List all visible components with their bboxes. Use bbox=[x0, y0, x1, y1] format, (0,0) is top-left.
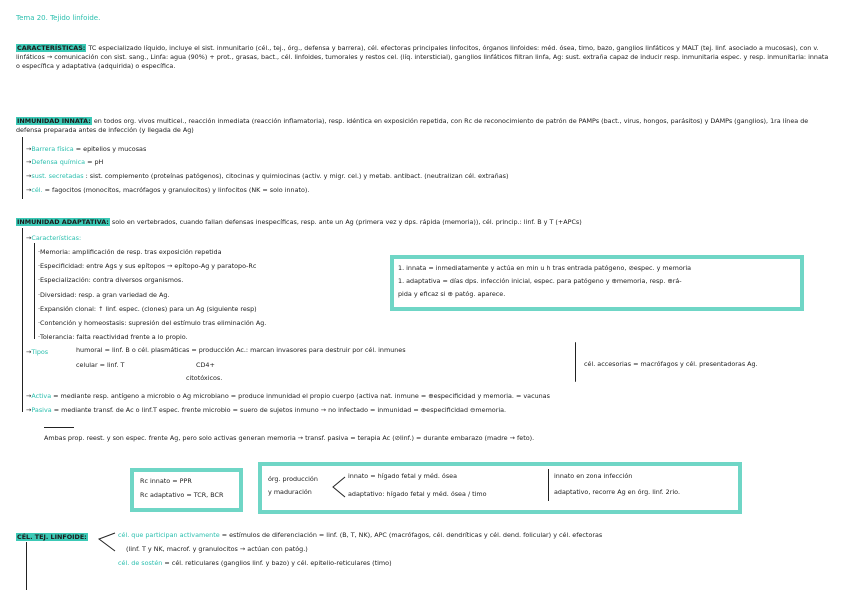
celtej-line3: cél. de sostén = cél. reticulares (ganglios linf. y bazo) y cél. epitelio-reticulares (timo) bbox=[118, 559, 392, 567]
caract-item: · Memoria: amplificación de resp. tras exposición repetida bbox=[38, 248, 222, 257]
org-right-1: innato en zona infección bbox=[554, 472, 633, 480]
org-left-1: órg. producción bbox=[268, 475, 318, 483]
box-line: pida y eficaz si ⊕ patóg. aparece. bbox=[398, 290, 506, 298]
org-innate: innato = hígado fetal y méd. ósea bbox=[348, 472, 458, 480]
org-brace bbox=[548, 469, 549, 501]
caracteristicas-label: CARACTERÍSTICAS: bbox=[17, 44, 86, 52]
caracteristicas-sublabel: → Características: bbox=[26, 234, 81, 243]
adaptativa-text: solo en vertebrados, cuando fallan defensas inespecíficas, resp. ante un Ag (primera vez y dps. rápida (memoria)), cél. princip.: linf. B y T (+APCs) bbox=[111, 218, 582, 226]
celtej-line2: (linf. T y NK, macrof. y granulocitos → actúan con patóg.) bbox=[126, 545, 308, 553]
caract-item: · Diversidad: resp. a gran variedad de Ag. bbox=[38, 291, 169, 300]
celtej-line1: cél. que participan activamente = estímulos de diferenciación = linf. (B, T, NK), APC (macrófagos, cél. dendríticas y cél. dend. folicular) y cél. efectoras bbox=[118, 531, 603, 539]
adaptativa-label: INMUNIDAD ADAPTATIVA: bbox=[17, 218, 109, 226]
innata-item: → Defensa química = pH bbox=[26, 158, 103, 167]
celtej-fork-icon bbox=[98, 531, 116, 553]
caract-item: · Expansión clonal: ↑ linf. espec. (clones) para un Ag (siguiente resp) bbox=[38, 305, 257, 314]
adaptativa-paragraph bbox=[16, 218, 832, 227]
innata-label: INMUNIDAD INNATA: bbox=[17, 117, 91, 125]
org-adapt: adaptativo: hígado fetal y méd. ósea / timo bbox=[348, 490, 487, 498]
celtej-label: CÉL. TEJ. LINFOIDE: bbox=[17, 533, 87, 541]
org-fork-icon bbox=[332, 476, 346, 498]
celtej-line bbox=[26, 542, 27, 590]
org-right-2: adaptativo, recorre Ag en órg. linf. 2rio. bbox=[554, 488, 680, 496]
caracteristicas-paragraph bbox=[16, 44, 832, 71]
ambas-rule bbox=[44, 427, 74, 428]
innata-item: → sust. secretadas : sist. complemento (proteínas patógenos), citocinas y quimiocinas (activ. y migr. cel.) y metab. antibact. (neutralizan cél. extrañas) bbox=[26, 172, 508, 181]
box-receptores bbox=[130, 468, 243, 512]
cd4-label: CD4+ bbox=[196, 361, 215, 369]
ambas-note: Ambas prop. reest. y son espec. frente Ag, pero solo activas generan memoria → transf. pasiva = terapia Ac (⊘linf.) = durante embarazo (madre → feto). bbox=[44, 434, 535, 442]
box-innata-adaptativa bbox=[390, 255, 804, 311]
pasiva-line: → Pasiva = mediante transf. de Ac o linf.T espec. frente microbio = suero de sujetos inmuno → no infectado = inmunidad = ⊕especificidad ⊖memoria. bbox=[26, 406, 506, 415]
tipos-label: → Tipos bbox=[26, 348, 48, 357]
adaptativa-list-line bbox=[22, 228, 23, 412]
innata-item: → Barrera física = epitelios y mucosas bbox=[26, 145, 146, 154]
caract-item: · Contención y homeostasis: supresión del estímulo tras eliminación Ag. bbox=[38, 319, 266, 328]
box-organos bbox=[258, 462, 742, 514]
innata-text: en todos org. vivos multicel., reacción inmediata (reacción inflamatoria), resp. idéntica en exposición repetida, con Rc de reconocimiento de patrón de PAMPs (bact., virus, hongos, parásitos) y DAMPs (ganglios), 1ra línea de defensa preparada antes de infección (y llegada de Ag) bbox=[16, 117, 809, 134]
box-line: 1. adaptativa = días dps. infección inicial, espec. para patógeno y ⊕memoria, resp. ⊕rá- bbox=[398, 277, 682, 285]
citotoxicos-label: citotóxicos. bbox=[186, 374, 223, 382]
humoral-line: humoral = linf. B o cél. plasmáticas = producción Ac.: marcan invasores para destruir por cél. inmunes bbox=[76, 346, 406, 354]
rc-adaptativo: Rc adaptativo = TCR, BCR bbox=[140, 491, 224, 499]
org-left-2: y maduración bbox=[268, 488, 312, 496]
activa-line: → Activa = mediante resp. antígeno a microbio o Ag microbiano = produce inmunidad el propio cuerpo (activa nat. inmune = ⊕especificidad y memoria. = vacunas bbox=[26, 392, 550, 401]
box-line: 1. innata = inmediatamente y actúa en min u h tras entrada patógeno, ⊘espec. y memoria bbox=[398, 264, 692, 272]
caract-item: · Especificidad: entre Ags y sus epítopos → epítopo-Ag y paratopo-Rc bbox=[38, 262, 256, 271]
innata-item: → cél. = fagocitos (monocitos, macrófagos y granulocitos) y linfocitos (NK = solo innato). bbox=[26, 186, 309, 195]
celular-line: celular = linf. T bbox=[76, 361, 125, 369]
accesorias-note: cél. accesorias = macrófagos y cél. presentadoras Ag. bbox=[584, 360, 758, 368]
caracteristicas-text: TC especializado líquido, incluye el sist. inmunitario (cél., tej., órg., defensa y barrera), cél. efectoras principales linfocitos, órganos linfoides: méd. ósea, timo, bazo, ganglios linfáticos y MALT (tej. linf. asociado a mucosas), con v. linfáticos → comunicación con sist. sang., Linfa: agua (90%) + prot., grasas, bact., cél. linfoides, tumorales y restos cel. (líq. intersticial), ganglios linfáticos filtran linfa, Ag: sust. extraña capaz de inducir resp. inmunitaria espec. y resp. inmunitaria: innata o específica y adaptativa (adquirida) o específica. bbox=[16, 44, 829, 70]
innata-paragraph bbox=[16, 117, 832, 135]
tipos-brace bbox=[575, 342, 576, 382]
innata-list-line bbox=[22, 137, 23, 199]
caract-list-line bbox=[34, 243, 35, 339]
rc-innato: Rc innato = PPR bbox=[140, 477, 192, 485]
caract-item: · Tolerancia: falta reactividad frente a lo propio. bbox=[38, 333, 188, 342]
page-title: Tema 20. Tejido linfoide. bbox=[16, 14, 101, 22]
caract-item: · Especialización: contra diversos organismos. bbox=[38, 276, 183, 285]
